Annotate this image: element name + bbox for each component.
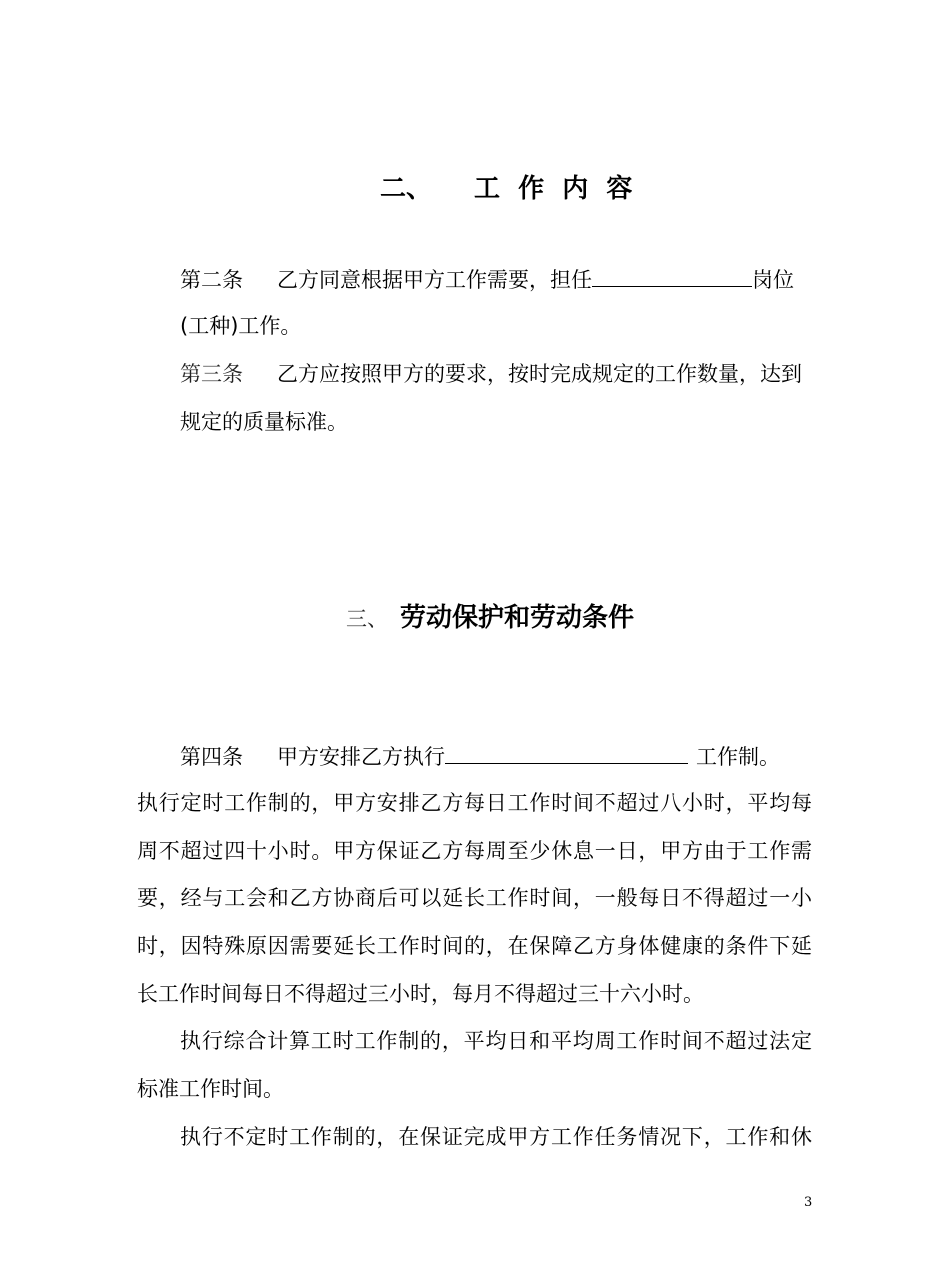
article-text: (工种)工作。 (180, 314, 302, 338)
article-4-line-2: 执行定时工作制的，甲方安排乙方每日工作时间不超过八小时，平均每 (137, 791, 812, 815)
article-4-line-1 (180, 741, 780, 771)
fill-in-blank-position (592, 264, 752, 287)
article-text: 乙方同意根据甲方工作需要，担任 (277, 268, 592, 292)
flexible-hours-line-1: 执行不定时工作制的，在保证完成甲方工作任务情况下，工作和休 (180, 1125, 812, 1149)
article-4-line-3: 周不超过四十小时。甲方保证乙方每周至少休息一日，甲方由于工作需 (137, 839, 812, 863)
article-text: 甲方安排乙方执行 (277, 745, 445, 769)
article-text: 规定的质量标准。 (180, 410, 348, 434)
section-number: 三、 (346, 607, 388, 631)
comprehensive-hours-line-2: 标准工作时间。 (137, 1077, 284, 1101)
section-title: 劳动保护和劳动条件 (400, 603, 635, 633)
article-3-line-1 (180, 360, 802, 388)
article-4-line-6: 长工作时间每日不得超过三小时，每月不得超过三十六小时。 (137, 982, 704, 1006)
section-number: 二、 (380, 174, 433, 204)
fill-in-blank-work-system (445, 741, 688, 764)
comprehensive-hours-line-1: 执行综合计算工时工作制的，平均日和平均周工作时间不超过法定 (180, 1029, 812, 1053)
article-4-line-5: 时，因特殊原因需要延长工作时间的，在保障乙方身体健康的条件下延 (137, 934, 812, 958)
article-label: 第二条 (180, 268, 243, 292)
section-heading-labor-protection (346, 597, 634, 634)
article-label: 第三条 (180, 362, 243, 386)
article-4-line-4: 要，经与工会和乙方协商后可以延长工作时间，一般每日不得超过一小 (137, 886, 812, 910)
section-heading-work-content (380, 168, 632, 205)
section-title: 工 作 内 容 (474, 174, 633, 204)
article-label: 第四条 (180, 745, 243, 769)
article-2-line-2 (180, 312, 301, 340)
article-text: 岗位 (752, 268, 794, 292)
article-2-line-1 (180, 264, 794, 294)
article-text: 乙方应按照甲方的要求，按时完成规定的工作数量，达到 (277, 362, 802, 386)
article-3-line-2 (180, 408, 348, 436)
article-text: 工作制。 (696, 745, 780, 769)
page-number: 3 (804, 1195, 813, 1210)
